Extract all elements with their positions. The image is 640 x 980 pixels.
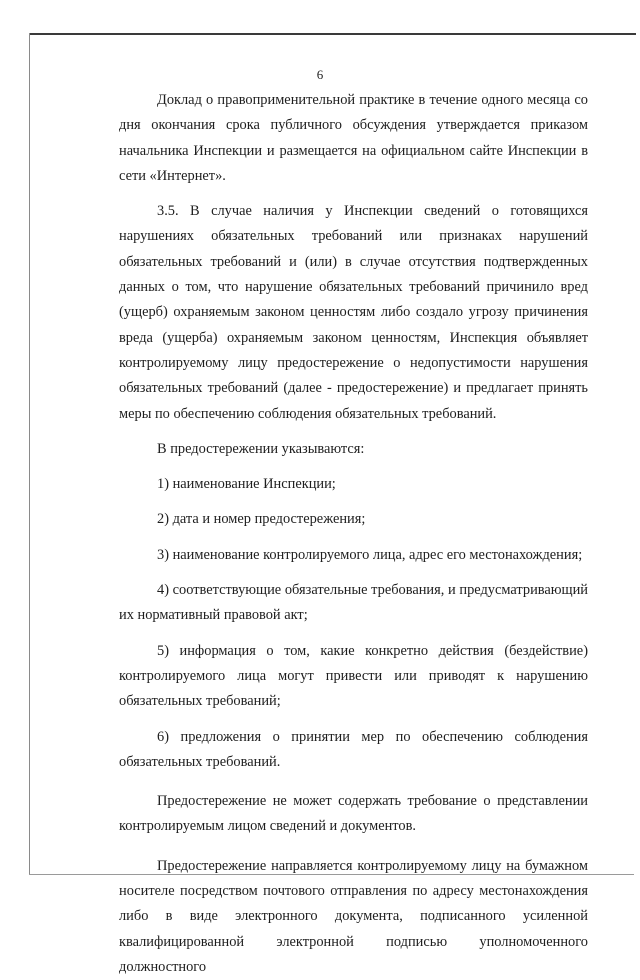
list-item-1: 1) наименование Инспекции; (157, 476, 336, 493)
list-item-6: 6) предложения о принятии мер по обеспечению соблюдения обязательных требований. (119, 728, 588, 770)
page-number: 6 (316, 67, 324, 82)
page-border-top (30, 33, 636, 35)
paragraph-delivery: Предостережение направляется контролируемому лицу на бумажном носителе посредством почтового отправления по адресу местонахождения либо в виде электронного документа, подписанного усиленной квалифицированной электронной подписью уполномоченного должностного (119, 857, 588, 975)
list-item-5: 5) информация о том, какие конкретно действия (бездействие) контролируемого лица могут привести или приводят к нарушению обязательных требований; (119, 642, 588, 710)
paragraph-report: Доклад о правоприменительной практике в течение одного месяца со дня окончания срока публичного обсуждения утверждается приказом начальника Инспекции и размещается на официальном сайте Инспекции в сети «Интернет». (119, 92, 588, 184)
list-item-4: 4) соответствующие обязательные требования, и предусматривающий их нормативный правовой акт; (119, 582, 588, 624)
list-item-2: 2) дата и номер предостережения; (157, 511, 366, 528)
paragraph-warning-contents: В предостережении указываются: (157, 440, 365, 457)
paragraph-restriction: Предостережение не может содержать требование о представлении контролируемым лицом сведений и документов. (119, 793, 588, 835)
paragraph-3-5: 3.5. В случае наличия у Инспекции сведений о готовящихся нарушениях обязательных требований или признаках нарушений обязательных требований и (или) в случае отсутствия подтвержденных данных о том, что нарушение обязательных требований причинило вред (ущерб) охраняемым законом ценностям либо создало угрозу причинения вреда (ущерба) охраняемым законом ценностям, Инспекция объявляет контролируемому лицу предостережение о недопустимости нарушения обязательных требований (далее - предостережение) и предлагает принять меры по обеспечению соблюдения обязательных требований. (119, 203, 588, 422)
list-item-3: 3) наименование контролируемого лица, адрес его местонахождения; (157, 546, 583, 563)
page-border-left (29, 33, 30, 875)
document-body (119, 88, 588, 980)
